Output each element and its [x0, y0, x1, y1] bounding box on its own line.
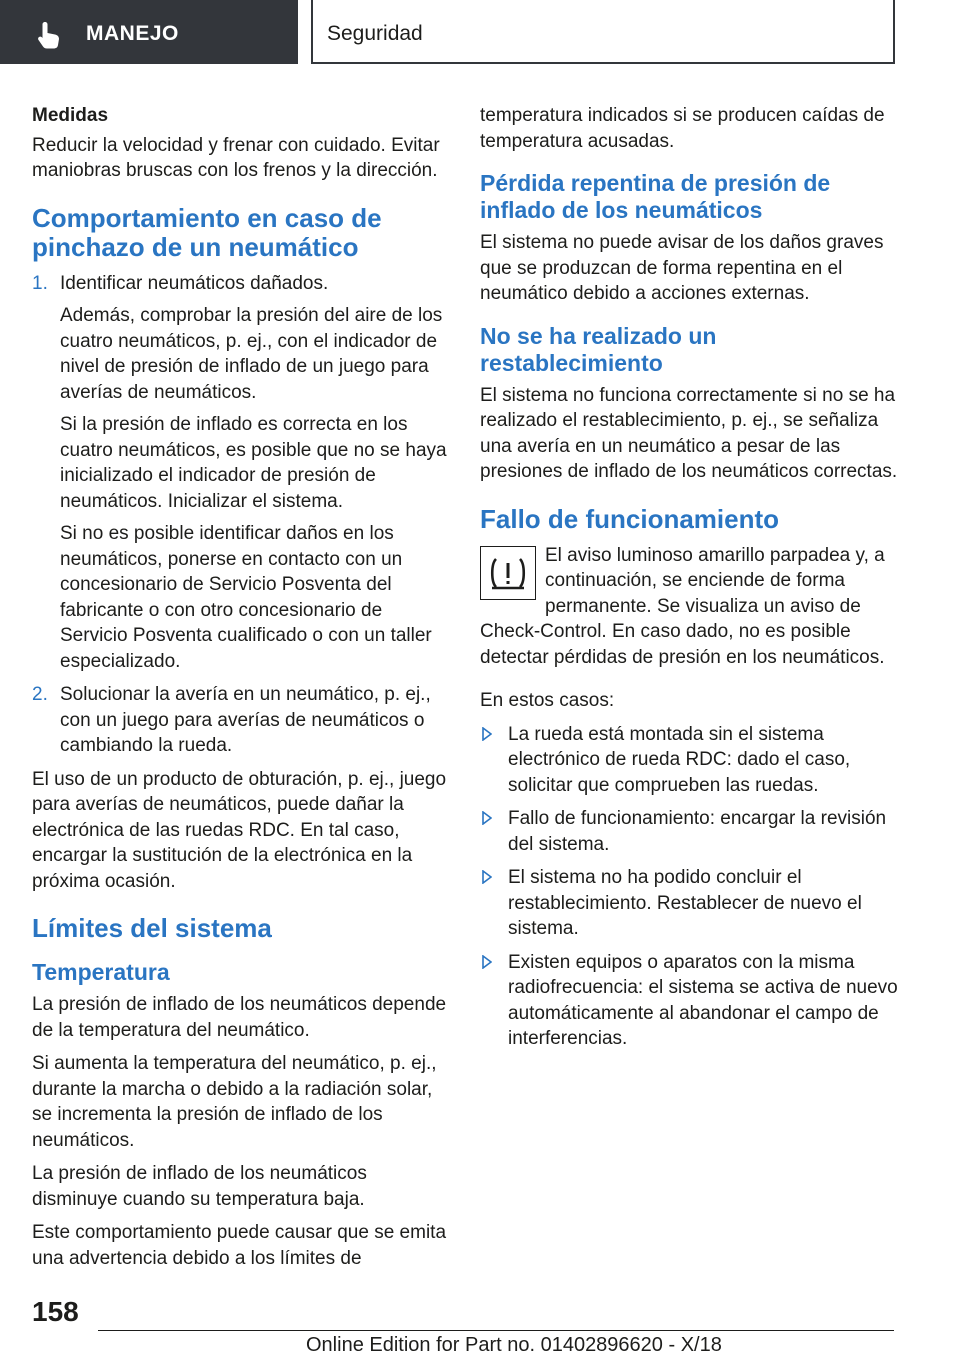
- tire-pressure-warning-icon: [480, 546, 536, 600]
- heading-fallo: Fallo de funcionamiento: [480, 503, 780, 534]
- step-2: [32, 682, 450, 759]
- edition-text: Online Edition for Part no. 01402896620 - X/18: [306, 1334, 722, 1356]
- fallo-text: El aviso luminoso amarillo parpadea y, a continuación, se enciende de forma permanente. Se visualiza un aviso de Check-Control. En caso dado, no es posible detectar pérdidas de presión en los neumáticos.: [480, 544, 885, 668]
- heading-temperatura: Temperatura: [32, 959, 170, 985]
- footer-divider: [98, 1330, 894, 1331]
- bullet-text: Existen equipos o aparatos con la misma radiofrecuencia: el sistema se activa de nuevo automáticamente al abandonar el campo de interferencias.: [508, 951, 898, 1049]
- fallo-block: [480, 543, 898, 679]
- bullet-text: El sistema no ha podido concluir el restablecimiento. Restablecer de nuevo el sistema.: [508, 867, 862, 939]
- chapter-tab: [0, 0, 298, 64]
- triangle-bullet-icon: [482, 955, 492, 969]
- bullet-text: Fallo de funcionamiento: encargar la revisión del sistema.: [508, 808, 887, 855]
- heading-limites: Límites del sistema: [32, 913, 272, 943]
- measures-text: Reducir la velocidad y frenar con cuidado. Evitar maniobras bruscas con los frenos y la dirección.: [32, 134, 440, 181]
- cases-intro: En estos casos:: [480, 690, 615, 711]
- temp-paragraph: Si aumenta la temperatura del neumático, p. ej., durante la marcha o debido a la radiación solar, se incrementa la presión de inflado de los neumáticos.: [32, 1053, 437, 1151]
- triangle-bullet-icon: [482, 727, 492, 741]
- step-1: [32, 271, 450, 675]
- perdida-text: El sistema no puede avisar de los daños graves que se produzcan de forma repentina en el neumático debido a acciones externas.: [480, 232, 884, 304]
- sealant-note: El uso de un producto de obturación, p. ej., juego para averías de neumáticos, puede dañar la electrónica de las ruedas RDC. En tal caso, encargar la sustitución de la electrónica en la próxima ocasión.: [32, 768, 447, 892]
- heading-perdida: Pérdida repentina de presión de inflado de los neumáticos: [480, 170, 831, 223]
- step-paragraph: Solucionar la avería en un neumático, p. ej., con un juego para averías de neumáticos o cambiando la rueda.: [60, 684, 431, 756]
- triangle-bullet-icon: [482, 811, 492, 825]
- chapter-label: MANEJO: [86, 22, 179, 45]
- hand-pointer-icon: [36, 20, 62, 50]
- left-column: [32, 103, 450, 1279]
- bullet-text: La rueda está montada sin el sistema electrónico de rueda RDC: dado el caso, solicitar que comprueben las ruedas.: [508, 723, 851, 796]
- step-paragraph: Además, comprobar la presión del aire de los cuatro neumáticos, p. ej., con el indicador de nivel de presión de inflado de un juego para averías de neumáticos.: [60, 305, 443, 403]
- measures-title: Medidas: [32, 105, 109, 126]
- step-number: 1.: [32, 272, 48, 294]
- list-item: [480, 806, 898, 857]
- step-paragraph: Si no es posible identificar daños en los neumáticos, ponerse en contacto con un concesionario de Servicio Posventa del fabricante o con otro concesionario de Servicio Posventa cualificado o con un taller especializado.: [60, 523, 432, 672]
- page-number: 158: [32, 1296, 79, 1327]
- step-paragraph: Si la presión de inflado es correcta en los cuatro neumáticos, es posible que no se haya inicializado el indicador de presión de neumáticos. Inicializar el sistema.: [60, 414, 447, 512]
- heading-reset: No se ha realizado un restablecimiento: [480, 322, 717, 376]
- triangle-bullet-icon: [482, 870, 492, 884]
- temp-paragraph: La presión de inflado de los neumáticos depende de la temperatura del neumático.: [32, 994, 447, 1041]
- list-item: [480, 865, 898, 942]
- right-column: [480, 103, 898, 1060]
- continued-text: temperatura indicados si se producen caídas de temperatura acusadas.: [480, 105, 885, 152]
- temp-paragraph: La presión de inflado de los neumáticos disminuye cuando su temperatura baja.: [32, 1163, 367, 1210]
- step-paragraph: Identificar neumáticos dañados.: [60, 272, 329, 294]
- section-label: Seguridad: [327, 22, 423, 45]
- section-tab: [311, 0, 895, 64]
- list-item: [480, 722, 898, 799]
- temp-paragraph: Este comportamiento puede causar que se emita una advertencia debido a los límites de: [32, 1222, 447, 1269]
- heading-pinchazo: Comportamiento en caso de pinchazo de un neumático: [32, 202, 382, 262]
- reset-text: El sistema no funciona correctamente si no se ha realizado el restablecimiento, p. ej., se señaliza una avería en un neumático a pesar de las presiones de inflado de los neumáticos correctas.: [480, 384, 898, 482]
- list-item: [480, 950, 898, 1052]
- step-number: 2.: [32, 684, 48, 705]
